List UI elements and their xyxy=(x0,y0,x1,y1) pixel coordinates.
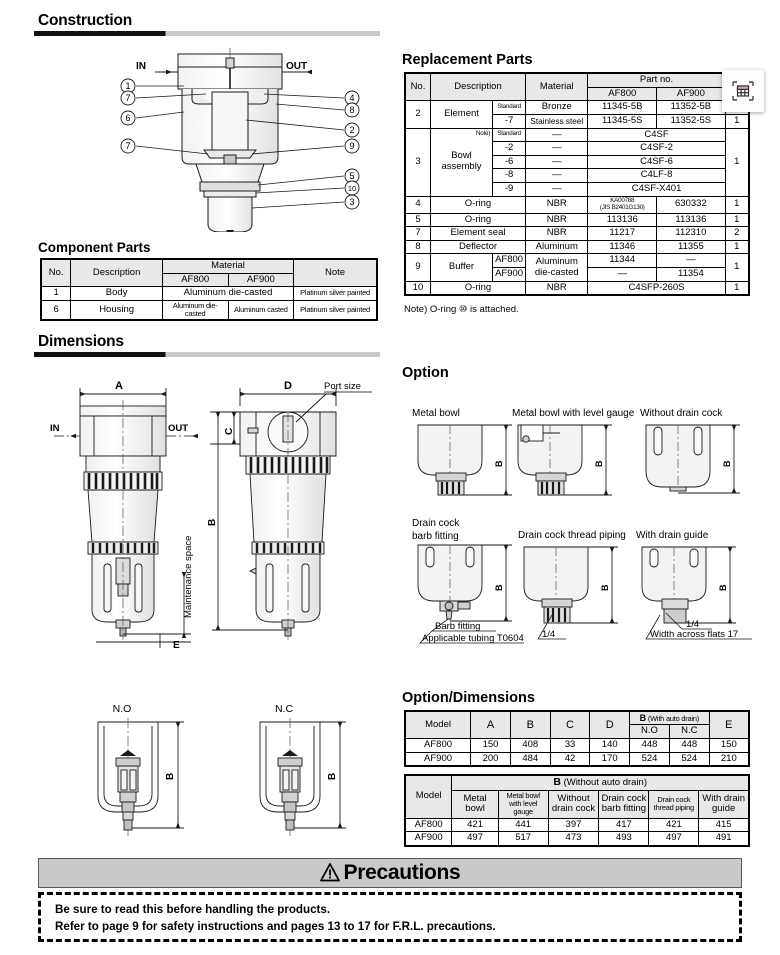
thread-annotation: 1/4 xyxy=(542,629,556,640)
svg-text:7: 7 xyxy=(125,141,131,151)
cell-af800: 11217 xyxy=(588,227,657,241)
cell-qty: 1 xyxy=(725,128,749,196)
cell-af900: 11354 xyxy=(657,268,726,282)
cell-no: 448 xyxy=(630,738,670,752)
th-drain-guide-l2: guide xyxy=(712,803,736,815)
cell-variant: Standard xyxy=(493,101,526,115)
svg-text:B: B xyxy=(494,584,504,591)
th-model: Model xyxy=(405,711,471,738)
th-auto-drain-b: B xyxy=(639,713,646,723)
cell-qty: 2 xyxy=(725,227,749,241)
cell-af800: — xyxy=(588,268,657,282)
dimensions-drawing-front xyxy=(36,372,386,702)
svg-text:10: 10 xyxy=(347,184,357,193)
option-diagram-without-drain-cock xyxy=(640,408,758,501)
cell-no: 1 xyxy=(41,287,71,301)
cell-no: 5 xyxy=(405,213,430,227)
option-diagram-thread-piping xyxy=(518,530,636,645)
precautions-title: Precautions xyxy=(343,861,461,884)
table-row xyxy=(405,818,749,832)
cell-material: — xyxy=(526,155,588,169)
cell-variant: -8 xyxy=(493,169,526,183)
cell-material: Aluminum xyxy=(526,240,588,254)
cell-description: Deflector xyxy=(430,240,525,254)
svg-text:IN: IN xyxy=(136,61,146,72)
cell-qty: 1 xyxy=(725,114,749,128)
th-af900: AF900 xyxy=(657,87,726,101)
warning-triangle-icon xyxy=(320,861,340,885)
th-barb-fitting-l1: Drain cock xyxy=(601,792,647,804)
cell-description: Element xyxy=(430,101,492,128)
cell-model: AF900 xyxy=(405,832,452,846)
table-row xyxy=(405,752,749,766)
cell-qty: 1 xyxy=(725,281,749,295)
option-label: With drain guide xyxy=(636,530,709,541)
cell-note: Platinum silver painted xyxy=(294,287,377,301)
cell-description: Housing xyxy=(71,300,163,320)
section-heading-construction xyxy=(34,12,380,36)
svg-text:B: B xyxy=(722,460,732,467)
cell-material: NBR xyxy=(526,227,588,241)
svg-text:3: 3 xyxy=(349,197,355,207)
th-note: Note xyxy=(294,259,377,287)
cell-part-span: C4LF-8 xyxy=(588,169,725,183)
cell-qty: 1 xyxy=(725,240,749,254)
svg-text:N.C: N.C xyxy=(274,703,294,715)
th-no: No. xyxy=(405,73,430,101)
option-diagram-metal-bowl xyxy=(412,408,520,501)
option-label: Drain cock thread piping xyxy=(518,530,626,541)
cell-af800-sub: (JIS B2401G130) xyxy=(599,203,645,211)
table-header-row xyxy=(405,711,749,725)
drawing-auto-drain-nc xyxy=(222,700,362,845)
option-dimensions-table-2 xyxy=(404,774,750,847)
svg-text:IN: IN xyxy=(50,423,60,434)
guide-annotation-2: Width across flats 17 xyxy=(650,629,739,640)
table-row xyxy=(405,227,749,241)
cell-variant: -9 xyxy=(493,183,526,197)
th-part-no: Part no. xyxy=(588,73,725,87)
svg-text:6: 6 xyxy=(125,113,131,123)
svg-text:5: 5 xyxy=(349,171,355,181)
th-group-rest: (Without auto drain) xyxy=(563,777,647,788)
table-row xyxy=(405,281,749,295)
th-af800: AF800 xyxy=(162,273,228,287)
th-metal-bowl-gauge-l1: Metal bowl xyxy=(506,790,540,800)
table-row xyxy=(405,738,749,752)
cell-material: Aluminum die-casted xyxy=(526,254,588,281)
th-material: Material xyxy=(526,73,588,101)
cell-no: 7 xyxy=(405,227,430,241)
cell-b: 484 xyxy=(510,752,550,766)
cell-no: 3 xyxy=(405,128,430,196)
table-header-row xyxy=(405,775,749,790)
replacement-parts-table xyxy=(404,72,750,296)
th-without-auto-drain-group xyxy=(452,775,749,790)
construction-title: Construction xyxy=(38,12,133,29)
table-row xyxy=(405,254,749,268)
option-label: Metal bowl xyxy=(412,408,460,419)
svg-text:A: A xyxy=(115,380,123,392)
cell-material: Bronze xyxy=(526,101,588,115)
cell-material: NBR xyxy=(526,281,588,295)
cell-qty: 1 xyxy=(725,196,749,213)
cell-material: Stainless steel xyxy=(526,114,588,128)
th-no: N.O xyxy=(630,725,670,739)
th-metal-bowl xyxy=(452,790,498,818)
cell-variant: -2 xyxy=(493,142,526,156)
th-thread-piping-l1: Drain cock xyxy=(657,794,691,804)
cell-part-span: C4SF-2 xyxy=(588,142,725,156)
svg-text:B: B xyxy=(600,584,610,591)
cell-v4: 497 xyxy=(649,832,699,846)
cell-e: 150 xyxy=(709,738,749,752)
svg-text:9: 9 xyxy=(349,141,355,151)
cell-v5: 415 xyxy=(699,818,749,832)
cell-description: O-ring xyxy=(430,281,525,295)
th-description: Description xyxy=(71,259,163,287)
cell-model: AF800 xyxy=(405,738,471,752)
cell-a: 200 xyxy=(471,752,511,766)
table-icon xyxy=(731,79,755,103)
svg-text:7: 7 xyxy=(125,93,131,103)
cell-description: Element seal xyxy=(430,227,525,241)
table-row xyxy=(405,196,749,213)
svg-text:1: 1 xyxy=(125,81,131,91)
svg-text:C: C xyxy=(224,427,235,435)
th-af900: AF900 xyxy=(228,273,294,287)
cell-no: 6 xyxy=(41,300,71,320)
table-row xyxy=(405,240,749,254)
cell-v0: 421 xyxy=(452,818,498,832)
cell-af900: 11355 xyxy=(657,240,726,254)
cell-no: 9 xyxy=(405,254,430,281)
cell-v2: 397 xyxy=(548,818,599,832)
cell-no: 524 xyxy=(630,752,670,766)
cell-af800: Aluminum die-casted xyxy=(162,300,228,320)
cell-af900: 113136 xyxy=(657,213,726,227)
th-auto-drain-group xyxy=(630,711,710,725)
table-header-row xyxy=(405,73,749,87)
svg-text:2: 2 xyxy=(349,125,355,135)
th-without-drain-cock-l2: drain cock xyxy=(551,803,596,815)
cell-af800 xyxy=(588,196,657,213)
cell-material: — xyxy=(526,128,588,142)
cell-description-text: Bowl assembly xyxy=(441,150,482,173)
cell-v1: 517 xyxy=(498,832,548,846)
svg-text:8: 8 xyxy=(349,105,355,115)
cell-af800: 113136 xyxy=(588,213,657,227)
th-b: B xyxy=(510,711,550,738)
cell-variant: Standard xyxy=(493,128,526,142)
th-metal-bowl-l2: bowl xyxy=(465,803,485,815)
precautions-line-1: Be sure to read this before handling the products. xyxy=(55,903,331,916)
th-c: C xyxy=(550,711,590,738)
th-metal-bowl-gauge-l2: with level gauge xyxy=(508,799,538,817)
th-group-b: B xyxy=(553,776,561,788)
cell-no: 10 xyxy=(405,281,430,295)
table-row xyxy=(405,832,749,846)
cell-a: 150 xyxy=(471,738,511,752)
cell-material: — xyxy=(526,169,588,183)
cell-af800-main: KA00788 xyxy=(610,196,635,204)
cell-v5: 491 xyxy=(699,832,749,846)
th-auto-drain-rest: (With auto drain) xyxy=(647,714,700,723)
cell-part-span: C4SFP-260S xyxy=(588,281,725,295)
cell-description xyxy=(430,128,492,196)
option-diagram-barb-fitting xyxy=(412,518,530,655)
cell-b: 408 xyxy=(510,738,550,752)
option-label: Without drain cock xyxy=(640,408,723,419)
cell-qty: 1 xyxy=(725,213,749,227)
th-without-drain-cock xyxy=(548,790,599,818)
barb-annotation-2: Applicable tubing T0604 xyxy=(422,633,524,644)
dimensions-title: Dimensions xyxy=(38,333,124,350)
svg-text:OUT: OUT xyxy=(286,61,308,72)
th-drain-guide-l1: With drain xyxy=(702,792,746,804)
cell-v3: 417 xyxy=(599,818,649,832)
table-detect-overlay[interactable] xyxy=(722,70,764,112)
replacement-parts-heading: Replacement Parts xyxy=(402,52,533,68)
cell-nc: 448 xyxy=(669,738,709,752)
precautions-line-2: Refer to page 9 for safety instructions and pages 13 to 17 for F.R.L. precautions. xyxy=(55,919,496,933)
cell-v0: 497 xyxy=(452,832,498,846)
cell-part-span: C4SF xyxy=(588,128,725,142)
cell-af900: 11352-5S xyxy=(657,114,726,128)
table-row xyxy=(405,213,749,227)
option-heading: Option xyxy=(402,365,449,381)
table-row xyxy=(405,128,749,142)
cell-af800: 11346 xyxy=(588,240,657,254)
cell-material: NBR xyxy=(526,196,588,213)
cell-note: Platinum silver painted xyxy=(294,300,377,320)
cell-af900: 11352-5B xyxy=(657,101,726,115)
cell-material: — xyxy=(526,183,588,197)
cell-variant: -6 xyxy=(493,155,526,169)
cell-c: 33 xyxy=(550,738,590,752)
th-drain-guide xyxy=(699,790,749,818)
svg-text:B: B xyxy=(165,772,176,780)
cell-no: 8 xyxy=(405,240,430,254)
replacement-parts-footnote: Note) O-ring ⑩ is attached. xyxy=(404,304,519,315)
cell-material: Aluminum die-casted xyxy=(162,287,293,301)
svg-text:D: D xyxy=(284,380,292,392)
th-thread-piping-l2: thread piping xyxy=(653,803,694,813)
svg-text:OUT: OUT xyxy=(168,423,189,434)
section-heading-dimensions xyxy=(34,333,380,357)
cell-material: NBR xyxy=(526,213,588,227)
cell-description: O-ring xyxy=(430,196,525,213)
option-label-line2: barb fitting xyxy=(412,530,459,542)
th-barb-fitting xyxy=(599,790,649,818)
th-d: D xyxy=(590,711,630,738)
cell-part-span: C4SF-X401 xyxy=(588,183,725,197)
table-header-row-2 xyxy=(405,790,749,818)
th-description: Description xyxy=(430,73,525,101)
th-metal-bowl-gauge xyxy=(498,790,548,818)
cell-no: 2 xyxy=(405,101,430,128)
th-nc: N.C xyxy=(669,725,709,739)
bowl-note-marker: Note) xyxy=(475,129,491,137)
svg-text:Port size: Port size xyxy=(324,381,361,392)
svg-text:B: B xyxy=(327,772,338,780)
cell-af800: 11345-5B xyxy=(588,101,657,115)
cell-af900: 112310 xyxy=(657,227,726,241)
th-without-drain-cock-l1: Without xyxy=(557,792,590,804)
barb-annotation-1: Barb fitting xyxy=(435,621,481,632)
cell-qty: 1 xyxy=(725,254,749,281)
table-row xyxy=(41,300,377,320)
cell-description: Body xyxy=(71,287,163,301)
guide-annotation-1: 1/4 xyxy=(686,619,700,630)
component-parts-heading: Component Parts xyxy=(38,240,151,255)
th-no: No. xyxy=(41,259,71,287)
cell-af800: 11344 xyxy=(588,254,657,268)
option-dimensions-table-1 xyxy=(404,710,750,767)
svg-text:B: B xyxy=(718,584,728,591)
table-row xyxy=(41,287,377,301)
precautions-banner xyxy=(38,858,742,888)
th-material: Material xyxy=(162,259,293,273)
svg-text:E: E xyxy=(173,640,180,651)
option-label xyxy=(412,518,530,543)
cell-model: AF900 xyxy=(405,752,471,766)
th-af800: AF800 xyxy=(588,87,657,101)
heading-rule xyxy=(34,352,380,357)
th-thread-piping xyxy=(649,790,699,818)
table-row xyxy=(405,101,749,115)
cell-d: 140 xyxy=(590,738,630,752)
cell-variant: -7 xyxy=(493,114,526,128)
cell-v2: 473 xyxy=(548,832,599,846)
precautions-box xyxy=(38,892,742,942)
th-metal-bowl-l1: Metal xyxy=(463,792,487,804)
option-label: Metal bowl with level gauge xyxy=(512,408,635,419)
svg-text:B: B xyxy=(494,460,504,467)
cell-e: 210 xyxy=(709,752,749,766)
cell-v3: 493 xyxy=(599,832,649,846)
drawing-auto-drain-no xyxy=(60,700,200,845)
option-label-line1: Drain cock xyxy=(412,518,460,529)
cell-description: O-ring xyxy=(430,213,525,227)
option-diagram-metal-bowl-level-gauge xyxy=(512,408,634,501)
cell-d: 170 xyxy=(590,752,630,766)
cell-af900: Aluminum casted xyxy=(228,300,294,320)
option-diagram-drain-guide xyxy=(636,530,764,645)
cell-af800: 11345-5S xyxy=(588,114,657,128)
svg-text:B: B xyxy=(594,460,604,467)
th-barb-fitting-l2: barb fitting xyxy=(601,803,647,815)
option-dimensions-heading: Option/Dimensions xyxy=(402,690,535,706)
svg-text:B: B xyxy=(207,518,218,526)
svg-text:4: 4 xyxy=(349,93,355,103)
cell-af900: — xyxy=(657,254,726,268)
th-e: E xyxy=(709,711,749,738)
cell-description: Buffer xyxy=(430,254,492,281)
svg-text:Maintenance space: Maintenance space xyxy=(183,535,194,618)
component-parts-table xyxy=(40,258,378,321)
th-a: A xyxy=(471,711,511,738)
th-model: Model xyxy=(405,775,452,818)
heading-rule xyxy=(34,31,380,36)
table-header-row xyxy=(41,259,377,273)
cell-v1: 441 xyxy=(498,818,548,832)
cell-nc: 524 xyxy=(669,752,709,766)
cell-c: 42 xyxy=(550,752,590,766)
cell-material: — xyxy=(526,142,588,156)
construction-drawing xyxy=(100,42,380,232)
cell-model: AF800 xyxy=(405,818,452,832)
cell-v4: 421 xyxy=(649,818,699,832)
cell-part-span: C4SF-6 xyxy=(588,155,725,169)
svg-text:N.O: N.O xyxy=(112,703,132,715)
cell-variant: AF900 xyxy=(493,268,526,282)
cell-af900: 630332 xyxy=(657,196,726,213)
cell-no: 4 xyxy=(405,196,430,213)
cell-variant: AF800 xyxy=(493,254,526,268)
